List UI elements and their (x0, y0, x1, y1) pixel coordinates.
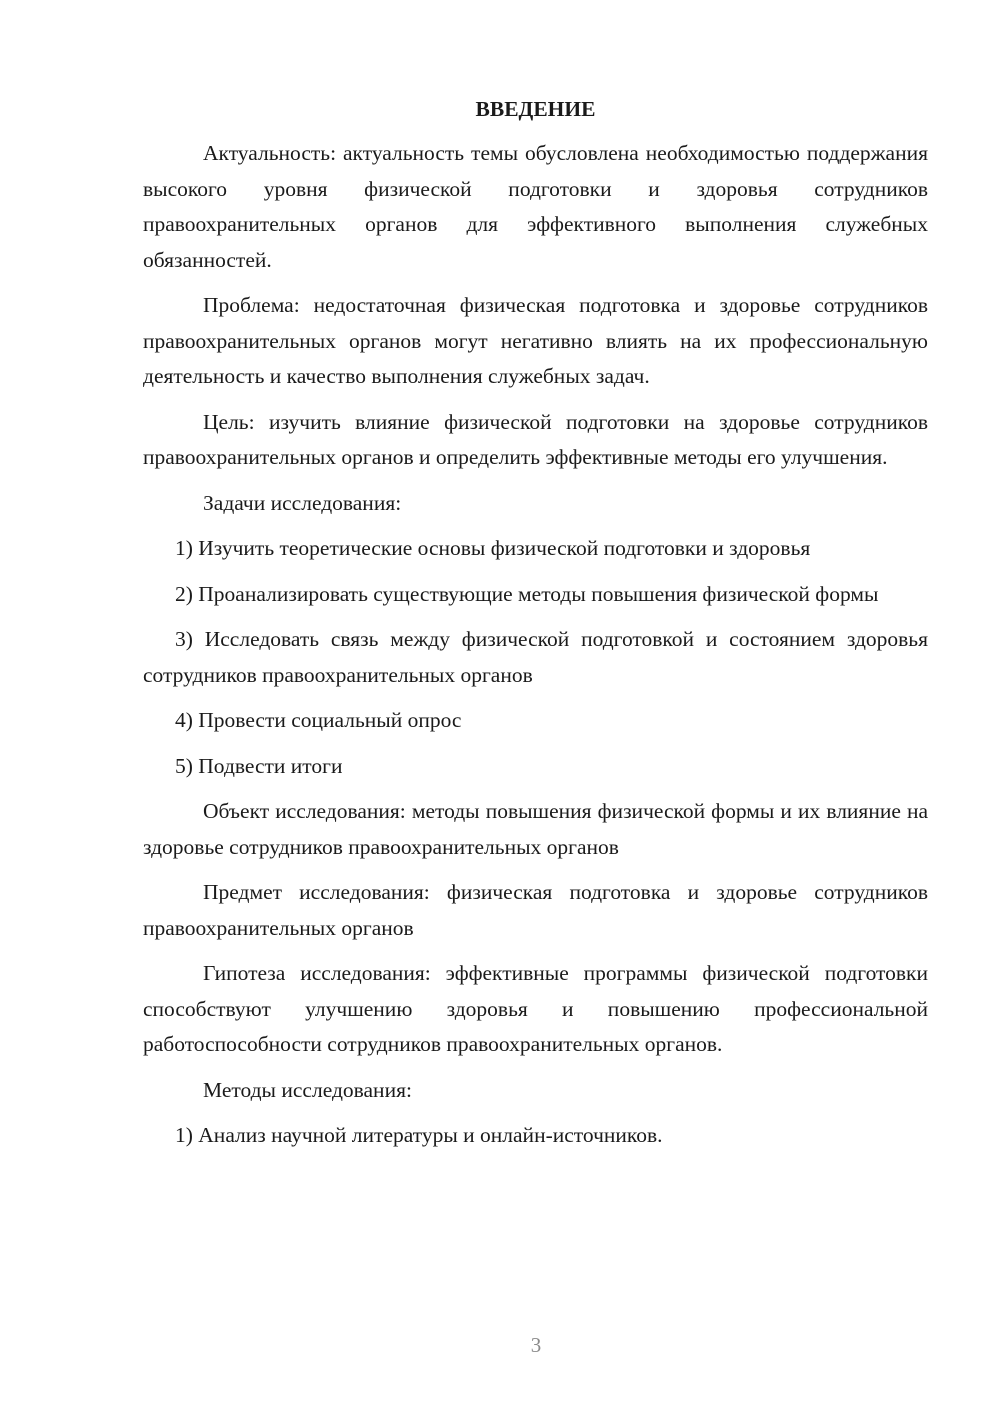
task-item: 1) Изучить теоретические основы физической подготовки и здоровья (175, 536, 811, 560)
page-content (143, 94, 928, 1164)
task-item: 2) Проанализировать существующие методы повышения физической формы (175, 581, 879, 606)
object-paragraph: Объект исследования: методы повышения физической формы и их влияние на здоровье сотрудников правоохранительных органов (143, 799, 928, 859)
subject-paragraph: Предмет исследования: физическая подготовка и здоровье сотрудников правоохранительных органов (143, 880, 928, 940)
page-title: ВВЕДЕНИЕ (475, 97, 596, 121)
relevance-paragraph: Актуальность: актуальность темы обусловлена необходимостью поддержания высокого уровня физической подготовки и здоровья сотрудников правоохранительных органов для эффективного выполнения служебных обязанностей. (143, 141, 928, 272)
method-item: 1) Анализ научной литературы и онлайн-источников. (175, 1123, 663, 1147)
page-number: 3 (530, 1333, 542, 1357)
goal-paragraph: Цель: изучить влияние физической подготовки на здоровье сотрудников правоохранительных органов и определить эффективные методы его улучшения. (143, 409, 928, 469)
tasks-heading: Задачи исследования: (203, 490, 402, 515)
problem-paragraph: Проблема: недостаточная физическая подготовка и здоровье сотрудников правоохранительных органов могут негативно влиять на их профессиональную деятельность и качество выполнения служебных задач. (143, 293, 928, 388)
hypothesis-paragraph: Гипотеза исследования: эффективные программы физической подготовки способствуют улучшению здоровья и повышению профессиональной работоспособности сотрудников правоохранительных органов. (143, 961, 928, 1056)
task-item: 4) Провести социальный опрос (175, 708, 462, 732)
task-item: 5) Подвести итоги (175, 753, 343, 778)
task-item: 3) Исследовать связь между физической подготовкой и состоянием здоровья сотрудников правоохранительных органов (143, 627, 928, 687)
methods-heading: Методы исследования: (203, 1077, 412, 1102)
